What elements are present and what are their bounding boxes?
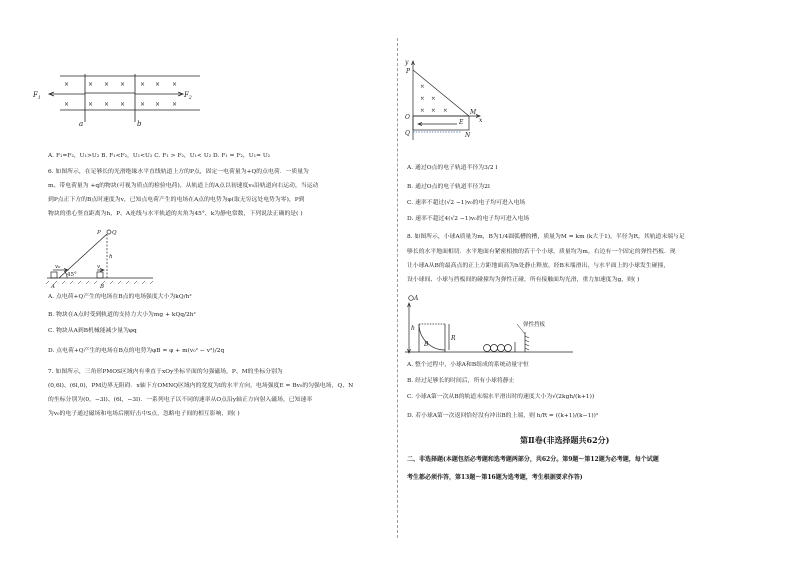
label-b: b [137,120,142,128]
label-height: h [411,325,415,332]
q7-option-c: C. 速率不超过(√2 −1)v₀的电子均可进入电场 [407,200,526,206]
label-a: a [79,120,84,128]
label-o: O [405,114,410,121]
label-p: P [97,230,101,236]
label-m: M [470,109,477,116]
svg-text:×: × [120,81,126,88]
q7-line-2: (0,6l)、(6l,0)，PM边界无阻碍．x轴下方OMNQ区域内的宽度为l的水平方向，电场强度E = Bv₀的匀强电场，Q、N [48,383,354,389]
q7-line-4: 为v₀的电子通过磁场和电场后刚好击中S点，忽略电子间的相互影响，则( ) [48,411,240,417]
svg-text:×: × [88,101,94,108]
svg-text:×: × [443,108,448,114]
q8-line-3: 让小球A从B的最高点的正上方距地面高为h处静止释放，经B末端滑出，与水平面上的小球发生碰撞， [407,263,670,269]
q8-line-4: 设小球间、小球与挡板间的碰撞均为弹性正碰，所有接触面均光滑，重力加速度为g，则( ) [407,277,640,283]
q8-option-a: A. 整个过程中，小球A和B组成的系统动量守恒 [407,362,529,368]
q6-line-1: 6. 如图所示，在足够长的光滑绝缘水平直线轨道上方的P点，固定一电荷量为+Q的点电荷．一质量为 [48,169,309,175]
q8-line-1: 8. 如图所示，小球A质量为m，B为1/4圆弧槽的槽，质量为M = km (k大于1)，半径为R，其轨道末端与足 [407,234,685,240]
q8-option-d: D. 若小球A第一次返回恰好没有冲出B的上端，则 h/R = ((k+1)/(k−1))² [407,413,599,419]
svg-text:×: × [420,108,425,114]
q6-line-3: 到P点正下方的B点时速度为v，已知点电荷产生的电场在A点的电势为φ(取无穷远处电势为零)，P到 [48,197,305,203]
label-q-right: Q [405,130,410,137]
label-f1: F [33,91,38,99]
label-axis-x: x [479,117,483,124]
q6-option-d: D. 点电荷+Q产生的电场在B点的电势为φB = φ + m(v₀² − v²)/2q [48,348,225,354]
label-p-right: P [406,68,411,75]
q6-line-4: 物块的重心竖直距离为h，P、A连线与水平轨道的夹角为45°，k为静电常数，下列说法正确的是( ) [48,211,303,217]
label-elastic-baffle: 弹性挡板 [523,322,546,328]
label-ball-a: A [414,295,419,302]
svg-text:×: × [104,81,110,88]
q8-option-b: B. 经过足够长的时间后，所有小球将静止 [407,378,515,384]
label-angle: 45° [67,272,77,278]
label-v0: v₀ [55,264,61,270]
label-v: v [97,264,101,270]
q6-option-a: A. 点电荷+Q产生的电场在B点的电场强度大小为kQ/h² [48,294,192,300]
figure-point-charge-track [45,226,155,290]
label-n: N [465,132,471,139]
svg-text:×: × [64,81,70,88]
figure-arc-track [405,292,575,358]
q7-option-d: D. 速率不超过4(√2 −1)v₀的电子均可进入电场 [407,216,530,222]
svg-text:×: × [155,81,161,88]
q8-line-2: 够长的水平地面相切．水平地面有紧密相挨的若干个小球，质量均为m，右边有一个固定的弹性挡板．现 [407,249,676,255]
label-h: h [109,254,113,260]
q8-option-c: C. 小球A第一次从B的轨道末端水平滑出时的速度大小为√(2kgh/(k+1)) [407,394,595,400]
svg-text:F2: $F_2$ [184,91,192,101]
q6-option-b: B. 物块在A点时受到轨道的支持力大小为mg + kQq/2h² [48,312,196,318]
figure-magnetic-field [30,70,200,130]
svg-text:×: × [431,108,436,114]
label-q: Q [112,230,117,236]
svg-text:×: × [431,96,436,102]
q5-options: A. F₁=F₂，U₁>U₂ B. F₁<F₂，U₁<U₂ C. F₁ > F₂，U₁< U₂ D. F₁ = F₂，U₁= U₂ [48,153,271,159]
svg-text:×: × [104,101,110,108]
label-f2: F [184,91,189,99]
svg-text:×: × [172,81,178,88]
label-a-point: A [51,284,55,290]
right-column [397,0,794,562]
label-axis-y: y [405,59,409,66]
section-instructions-1: 二、非选择题(本题包括必考题和选考题两部分，共62分。第9题～第12题为必考题，每个试题 [407,456,659,463]
svg-text:×: × [88,81,94,88]
svg-text:×: × [420,96,425,102]
section-title: 第Ⅱ卷(非选择题共62分) [520,435,610,445]
q7-line-3: 的坐标分别为(0，−3l)、(6l，−3l)．一系列电子以不同的速率从O点沿y轴正方向射入磁场，已知速率 [48,397,313,403]
svg-text:F1: $F_1$ [33,91,41,101]
svg-text:×: × [140,81,146,88]
q6-option-c: C. 物块从A到B机械能减少量为φq [48,328,137,334]
figure-magnetic-triangle [403,58,483,142]
svg-text:×: × [420,84,425,90]
svg-text:×: × [155,101,161,108]
q7-option-b: B. 通过O点的电子轨道半径为2l [407,184,490,190]
svg-text:×: × [120,101,126,108]
label-radius: R [451,335,456,342]
q7-line-1: 7. 如图所示，三角形PMOS区域内有垂直于xOy坐标平面的匀强磁场，P、M的坐标分别为 [48,369,283,375]
svg-text:×: × [140,101,146,108]
label-e: E [459,119,464,126]
field-crosses [64,81,177,108]
label-slot-b: B [424,341,429,348]
q6-line-2: m、带电荷量为 +q的物块(可视为质点的检验电荷)，从轨道上的A点以初速度v₀沿轨道向右运动，当运动 [48,183,319,189]
label-b-point: B [100,284,105,290]
q7-option-a: A. 通过O点的电子轨道半径为3/2 l [407,165,498,171]
section-instructions-2: 考生都必须作答，第13题～第16题为选考题，考生根据要求作答) [407,474,583,481]
svg-text:×: × [64,101,70,108]
svg-text:×: × [172,101,178,108]
